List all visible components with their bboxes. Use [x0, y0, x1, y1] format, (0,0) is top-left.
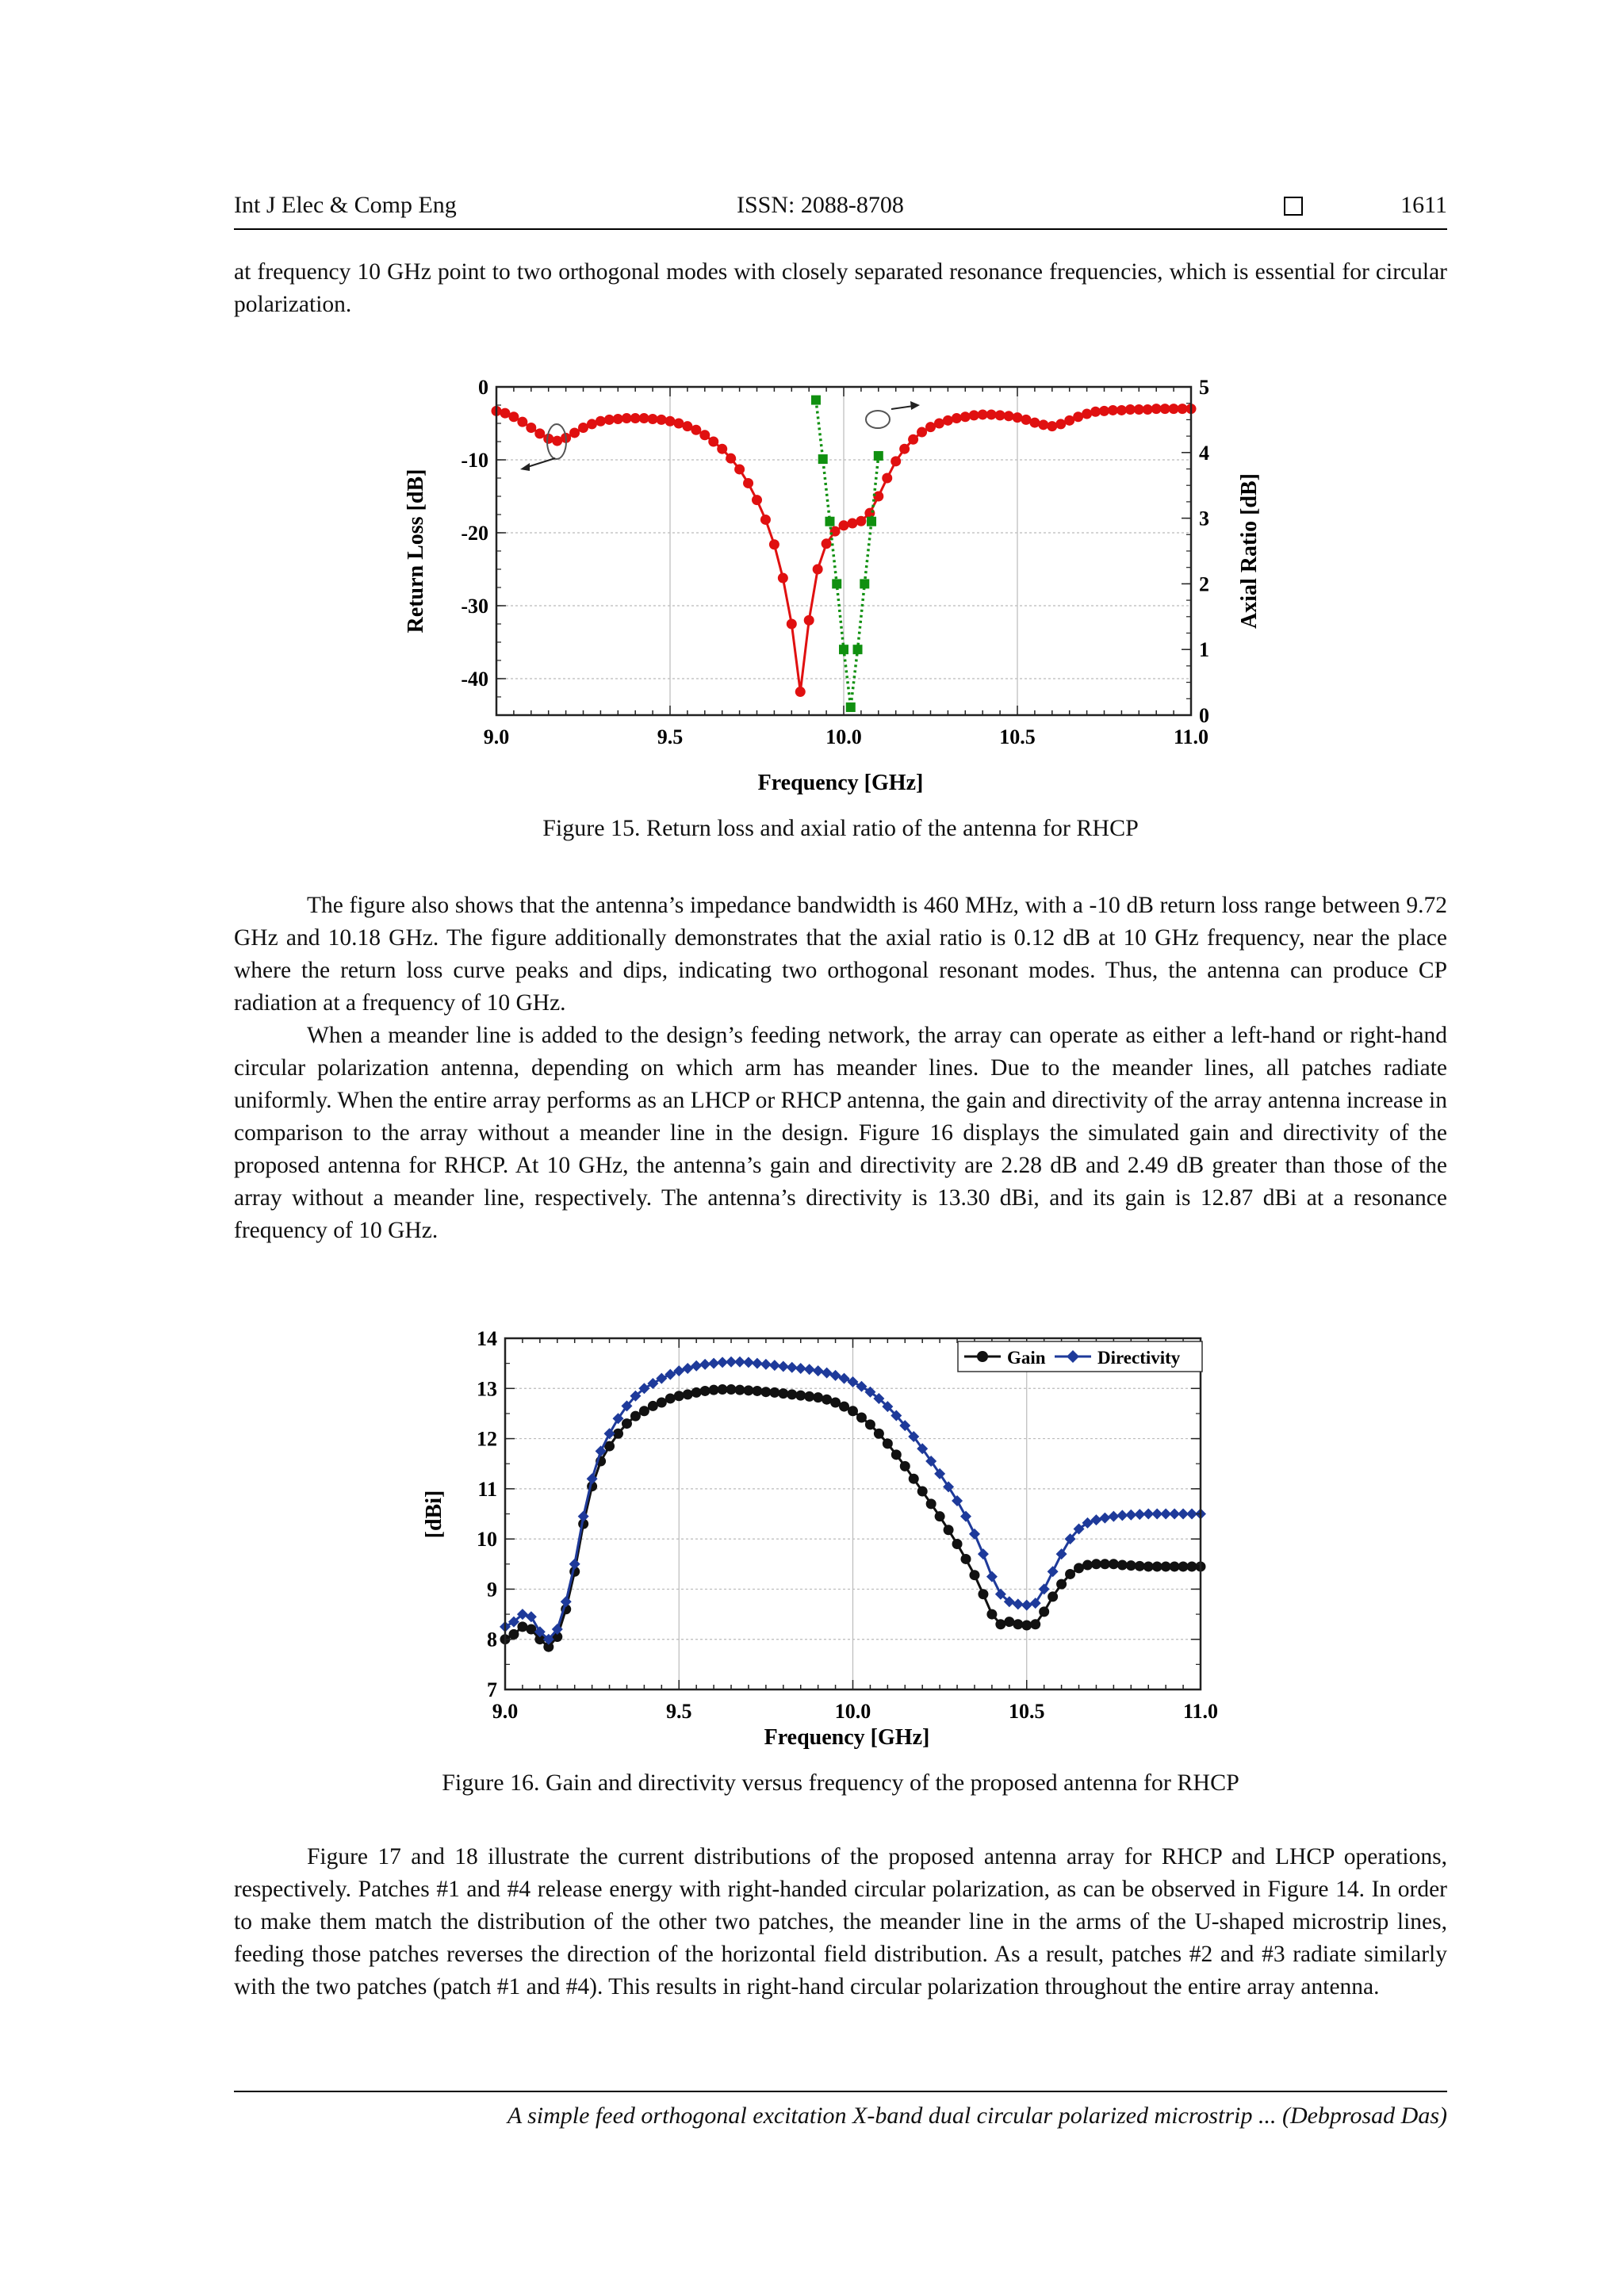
y-right-tick-label: 5	[1199, 376, 1209, 399]
y-right-tick-label: 3	[1199, 507, 1209, 530]
gain-point	[1013, 1619, 1023, 1629]
paragraph-meander: When a meander line is added to the design’s feeding network, the array can operate as either a left-hand or right-hand circular polarization antenna, depending on which arm has meander lines. Due to the meander lines, all patches radiate uniformly. When the entire array performs as an LHCP or RHCP antenna, the gain and directivity of the array antenna increase in comparison to the array without a meander line in the design. Figure 16 displays the simulated gain and directivity of the proposed antenna for RHCP. At 10 GHz, the antenna’s gain and directivity are 2.28 dB and 2.49 dB greater than those of the array without a meander line, respectively. The antenna’s directivity is 13.30 dBi, and its gain is 12.87 dBi at a resonance frequency of 10 GHz.	[234, 1023, 1447, 1243]
x-tick-label: 10.0	[825, 725, 862, 748]
gain-point	[517, 1621, 527, 1632]
return-loss-point	[1004, 411, 1014, 421]
return-loss-point	[960, 411, 971, 422]
return-loss-point	[726, 453, 736, 464]
return-loss-point	[917, 427, 927, 438]
gain-point	[1021, 1620, 1032, 1630]
gain-point	[795, 1391, 806, 1401]
directivity-point	[1048, 1566, 1059, 1577]
x-tick-label: 9.0	[492, 1700, 519, 1723]
axial-ratio-point	[874, 451, 883, 461]
axial-ratio-point	[839, 645, 848, 654]
y-tick-label: -10	[461, 449, 488, 472]
return-loss-point	[665, 416, 676, 427]
directivity-point	[804, 1364, 815, 1375]
figure-16-caption: Figure 16. Gain and directivity versus frequency of the proposed antenna for RHCP	[442, 1770, 1239, 1796]
return-loss-point	[569, 427, 580, 438]
directivity-point	[1013, 1598, 1024, 1609]
directivity-point	[708, 1358, 719, 1369]
directivity-point	[787, 1362, 798, 1373]
x-tick-label: 10.5	[999, 725, 1036, 748]
figure-16-ylabel: [dBi]	[422, 1490, 446, 1539]
y-right-tick-label: 4	[1199, 441, 1209, 465]
legend-gain-marker	[977, 1351, 988, 1362]
return-loss-point	[708, 437, 718, 447]
y-right-tick-label: 1	[1199, 638, 1209, 662]
axial-ratio-point	[853, 645, 863, 654]
directivity-point	[1108, 1511, 1119, 1522]
y-tick-label: 11	[477, 1477, 497, 1501]
legend-directivity-label: Directivity	[1097, 1348, 1181, 1368]
return-loss-point	[734, 464, 745, 474]
directivity-point	[795, 1363, 806, 1374]
return-loss-point	[778, 573, 788, 584]
return-loss-point	[657, 415, 667, 425]
gain-point	[639, 1406, 649, 1416]
gain-point	[952, 1539, 963, 1549]
gain-point	[1109, 1559, 1119, 1569]
gain-point	[813, 1392, 823, 1402]
square-icon	[1284, 197, 1303, 216]
directivity-point	[1099, 1513, 1110, 1524]
gain-point	[883, 1438, 893, 1448]
axial-ratio-point	[860, 579, 869, 588]
y-right-tick-label: 0	[1199, 704, 1209, 727]
return-loss-point	[864, 508, 875, 519]
y-right-tick-label: 2	[1199, 572, 1209, 596]
y-tick-label: 12	[477, 1427, 497, 1451]
directivity-point	[1021, 1600, 1032, 1611]
figure-15-caption: Figure 15. Return loss and axial ratio of the antenna for RHCP	[542, 815, 1139, 841]
return-loss-point	[1029, 418, 1040, 428]
directivity-point	[1056, 1548, 1067, 1559]
return-loss-point	[752, 495, 762, 505]
directivity-point	[1039, 1583, 1050, 1594]
running-title: A simple feed orthogonal excitation X-band dual circular polarized microstrip ... (Debprosad Das)	[507, 2103, 1447, 2129]
gain-point	[978, 1589, 988, 1599]
gain-point	[1056, 1579, 1067, 1590]
directivity-point	[952, 1495, 963, 1506]
directivity-point	[604, 1428, 615, 1439]
x-tick-label: 9.5	[657, 725, 684, 748]
return-loss-point	[856, 516, 866, 526]
y-tick-label: 8	[487, 1628, 497, 1651]
figure-16-chart	[412, 1316, 1219, 1760]
directivity-point	[986, 1571, 998, 1582]
page-header	[234, 192, 1447, 230]
return-loss-point	[908, 434, 918, 445]
figure-15-chart	[393, 373, 1273, 801]
page-number: 1611	[1400, 192, 1447, 218]
gain-point	[995, 1619, 1005, 1629]
gain-point	[900, 1461, 910, 1471]
gain-point	[1048, 1591, 1058, 1601]
gain-point	[909, 1474, 919, 1484]
directivity-point	[647, 1378, 658, 1389]
return-loss-point	[1013, 412, 1023, 423]
directivity-point	[969, 1529, 980, 1540]
return-loss-point	[891, 456, 901, 466]
return-loss-point	[743, 478, 753, 488]
gain-point	[778, 1388, 788, 1399]
y-tick-label: 14	[477, 1327, 497, 1350]
gain-point	[944, 1525, 954, 1535]
x-tick-label: 10.0	[834, 1700, 871, 1723]
return-loss-point	[534, 428, 545, 438]
return-loss-point	[899, 444, 910, 454]
figure-16-legend	[958, 1341, 1202, 1372]
return-loss-point	[787, 619, 797, 629]
gain-point	[917, 1487, 928, 1497]
gain-point	[630, 1411, 641, 1422]
figure-15-annotations	[520, 401, 920, 471]
x-tick-label: 9.0	[483, 725, 510, 748]
return-loss-point	[517, 417, 527, 427]
gain-point	[961, 1554, 971, 1564]
directivity-point	[960, 1511, 971, 1522]
gain-point	[1004, 1617, 1014, 1627]
axial-ratio-point	[832, 579, 841, 588]
return-loss-point	[839, 520, 849, 530]
axial-ratio-line	[816, 400, 879, 707]
return-loss-point	[822, 538, 832, 549]
directivity-point	[978, 1548, 989, 1559]
directivity-point	[561, 1596, 572, 1607]
return-loss-point	[691, 425, 701, 435]
gain-point	[969, 1570, 979, 1580]
gain-point	[622, 1418, 632, 1429]
axial-ratio-point	[867, 517, 876, 526]
x-tick-label: 11.0	[1173, 725, 1209, 748]
return-loss-point	[596, 416, 606, 427]
directivity-point	[743, 1357, 754, 1368]
directivity-point	[1030, 1598, 1041, 1609]
y-tick-label: 7	[487, 1678, 497, 1701]
y-tick-label: 0	[478, 376, 488, 399]
gain-point	[752, 1386, 762, 1396]
directivity-point	[691, 1360, 702, 1372]
y-tick-label: 9	[487, 1578, 497, 1601]
directivity-point	[578, 1511, 589, 1522]
return-loss-point	[882, 473, 892, 484]
directivity-point	[569, 1559, 580, 1570]
return-loss-point	[1047, 421, 1057, 431]
figure-16-grid	[505, 1338, 1201, 1689]
gain-point	[691, 1387, 702, 1398]
gain-point	[1082, 1560, 1093, 1571]
return-loss-point	[943, 415, 953, 426]
return-loss-point	[1038, 419, 1048, 430]
gain-point	[769, 1387, 779, 1398]
return-loss-point	[769, 539, 779, 549]
directivity-point	[752, 1358, 763, 1369]
return-loss-point	[847, 519, 857, 529]
gain-point	[1030, 1619, 1040, 1629]
return-loss-point	[699, 430, 710, 440]
gain-point	[935, 1511, 945, 1521]
directivity-point	[813, 1365, 824, 1376]
return-loss-point	[508, 411, 519, 422]
gain-point	[804, 1391, 814, 1402]
gain-point	[986, 1609, 997, 1620]
figure-15-ylabel-right: Axial Ratio [dB]	[1237, 473, 1262, 629]
axial-ratio-point	[846, 702, 856, 712]
paragraph-intro: at frequency 10 GHz point to two orthogonal modes with closely separated resonance frequencies, which is essential for circular polarization.	[234, 259, 1447, 317]
x-tick-label: 9.5	[666, 1700, 692, 1723]
directivity-point	[1090, 1514, 1101, 1525]
gain-point	[856, 1412, 867, 1422]
return-loss-point	[526, 423, 536, 433]
return-loss-point	[813, 564, 823, 575]
return-loss-point	[1082, 409, 1092, 419]
y-tick-label: -30	[461, 595, 488, 618]
gain-point	[926, 1498, 936, 1509]
paragraph-current-distribution: Figure 17 and 18 illustrate the current distributions of the proposed antenna array for RHCP and LHCP operations, respectively. Patches #1 and #4 release energy with right-handed circular polarization, as can be observed in Figure 14. In order to make them match the distribution of the other two patches, the meander line in the arms of the U-shaped microstrip lines, feeding those patches reverses the direction of the horizontal field distribution. As a result, patches #2 and #3 radiate similarly with the two patches (patch #1 and #4). This results in right-hand circular polarization throughout the entire array antenna.	[234, 1844, 1447, 1999]
gain-point	[787, 1389, 797, 1399]
gain-point	[700, 1386, 710, 1396]
directivity-point	[682, 1363, 693, 1374]
figure-15-xlabel: Frequency [GHz]	[757, 771, 924, 795]
gain-point	[665, 1393, 676, 1403]
directivity-point	[699, 1359, 710, 1370]
y-tick-label: 10	[477, 1528, 497, 1552]
figure-15-ylabel-left: Return Loss [dB]	[404, 469, 428, 633]
return-loss-point	[717, 444, 727, 454]
figure-15-grid	[496, 387, 1191, 715]
gain-point	[526, 1624, 536, 1635]
gain-point	[674, 1391, 684, 1401]
axial-ratio-point	[818, 454, 828, 464]
directivity-point	[760, 1359, 772, 1370]
return-loss-point	[952, 413, 962, 423]
paragraph-bandwidth: The figure also shows that the antenna’s impedance bandwidth is 460 MHz, with a -10 dB return loss range between 9.72 GHz and 10.18 GHz. The figure additionally demonstrates that the axial ratio is 0.12 dB at 10 GHz frequency, near the place where the return loss curve peaks and dips, indicating two orthogonal resonant modes. Thus, the antenna can produce CP radiation at a frequency of 10 GHz.	[234, 893, 1447, 1016]
y-tick-label: -40	[461, 668, 488, 691]
gain-point	[848, 1406, 858, 1416]
gain-point	[1065, 1569, 1075, 1579]
x-tick-label: 10.5	[1009, 1700, 1045, 1723]
gain-point	[508, 1629, 519, 1640]
gain-point	[839, 1402, 849, 1412]
axial-ratio-point	[825, 517, 834, 526]
journal-name: Int J Elec & Comp Eng	[234, 192, 457, 218]
y-tick-label: -20	[461, 522, 488, 545]
gain-point	[891, 1449, 902, 1460]
gain-point	[865, 1419, 875, 1429]
legend-gain-label: Gain	[1007, 1348, 1046, 1368]
directivity-point	[830, 1370, 841, 1381]
directivity-point	[526, 1611, 537, 1622]
directivity-point	[822, 1368, 833, 1379]
footer-rule	[234, 2091, 1447, 2092]
figure-16-xlabel: Frequency [GHz]	[764, 1725, 930, 1750]
return-loss-point	[804, 615, 814, 626]
gain-point	[683, 1389, 693, 1399]
issn: ISSN: 2088-8708	[737, 192, 904, 218]
directivity-point	[769, 1360, 780, 1371]
return-loss-point	[760, 515, 771, 525]
gain-point	[874, 1429, 884, 1439]
x-tick-label: 11.0	[1182, 1700, 1219, 1723]
axial-ratio-point	[811, 396, 821, 405]
gain-point	[1039, 1606, 1049, 1617]
y-tick-label: 13	[477, 1377, 497, 1401]
directivity-point	[778, 1360, 789, 1372]
return-loss-point	[795, 687, 806, 697]
